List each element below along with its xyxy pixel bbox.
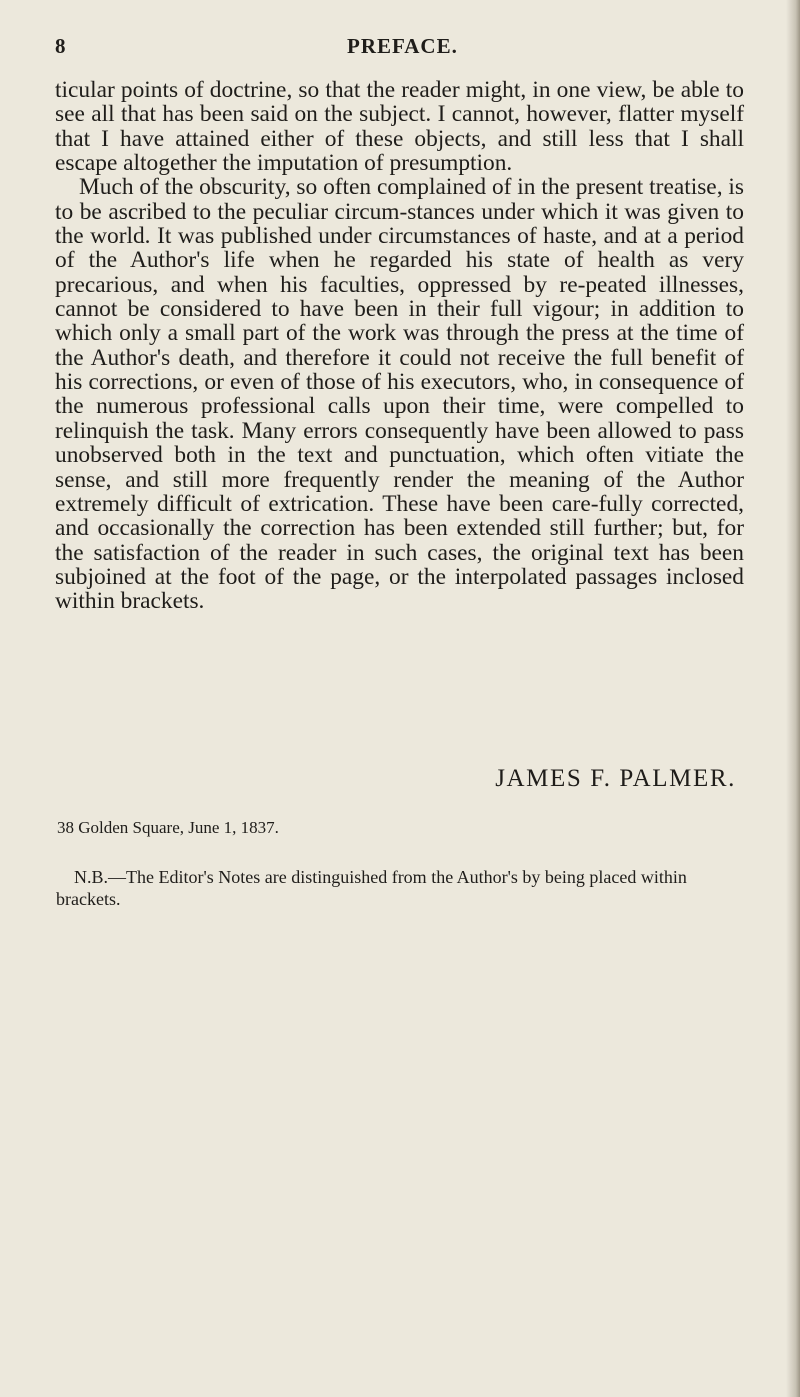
editor-signature: JAMES F. PALMER. [495, 765, 736, 792]
address-date: 38 Golden Square, June 1, 1837. [57, 818, 279, 837]
running-title: PREFACE. [347, 34, 458, 58]
paragraph-obscurity: Much of the obscurity, so often complained of in the present treatise, is to be ascribed to the peculiar circum-stances under which it was given to the world. It was published under circumstances of haste, and at a period of the Author's life when he regarded his state of health as very precarious, and when his faculties, oppressed by re-peated illnesses, cannot be considered to have been in their full vigour; in addition to which only a small part of the work was through the press at the time of the Author's death, and therefore it could not receive the full benefit of his corrections, or even of those of his executors, who, in consequence of the numerous professional calls upon their time, were compelled to relinquish the task. Many errors consequently have been allowed to pass unobserved both in the text and punctuation, which often vitiate the sense, and still more frequently render the meaning of the Author extremely difficult of extrication. These have been care-fully corrected, and occasionally the correction has been extended still further; but, for the satisfaction of the reader in such cases, the original text has been subjoined at the foot of the page, or the interpolated passages inclosed within brackets. [55, 174, 744, 615]
paragraph-continued: ticular points of doctrine, so that the reader might, in one view, be able to see all that has been said on the subject. I cannot, however, flatter myself that I have attained either of these objects, and still less that I shall escape altogether the imputation of presumption. [55, 77, 744, 177]
page-edge-shadow [786, 0, 800, 1397]
running-head [55, 34, 745, 60]
page-number: 8 [55, 34, 67, 58]
preface-body [55, 78, 744, 614]
editor-note [56, 866, 744, 910]
editor-note-text: N.B.—The Editor's Notes are distinguished from the Author's by being placed within brackets. [56, 867, 687, 909]
